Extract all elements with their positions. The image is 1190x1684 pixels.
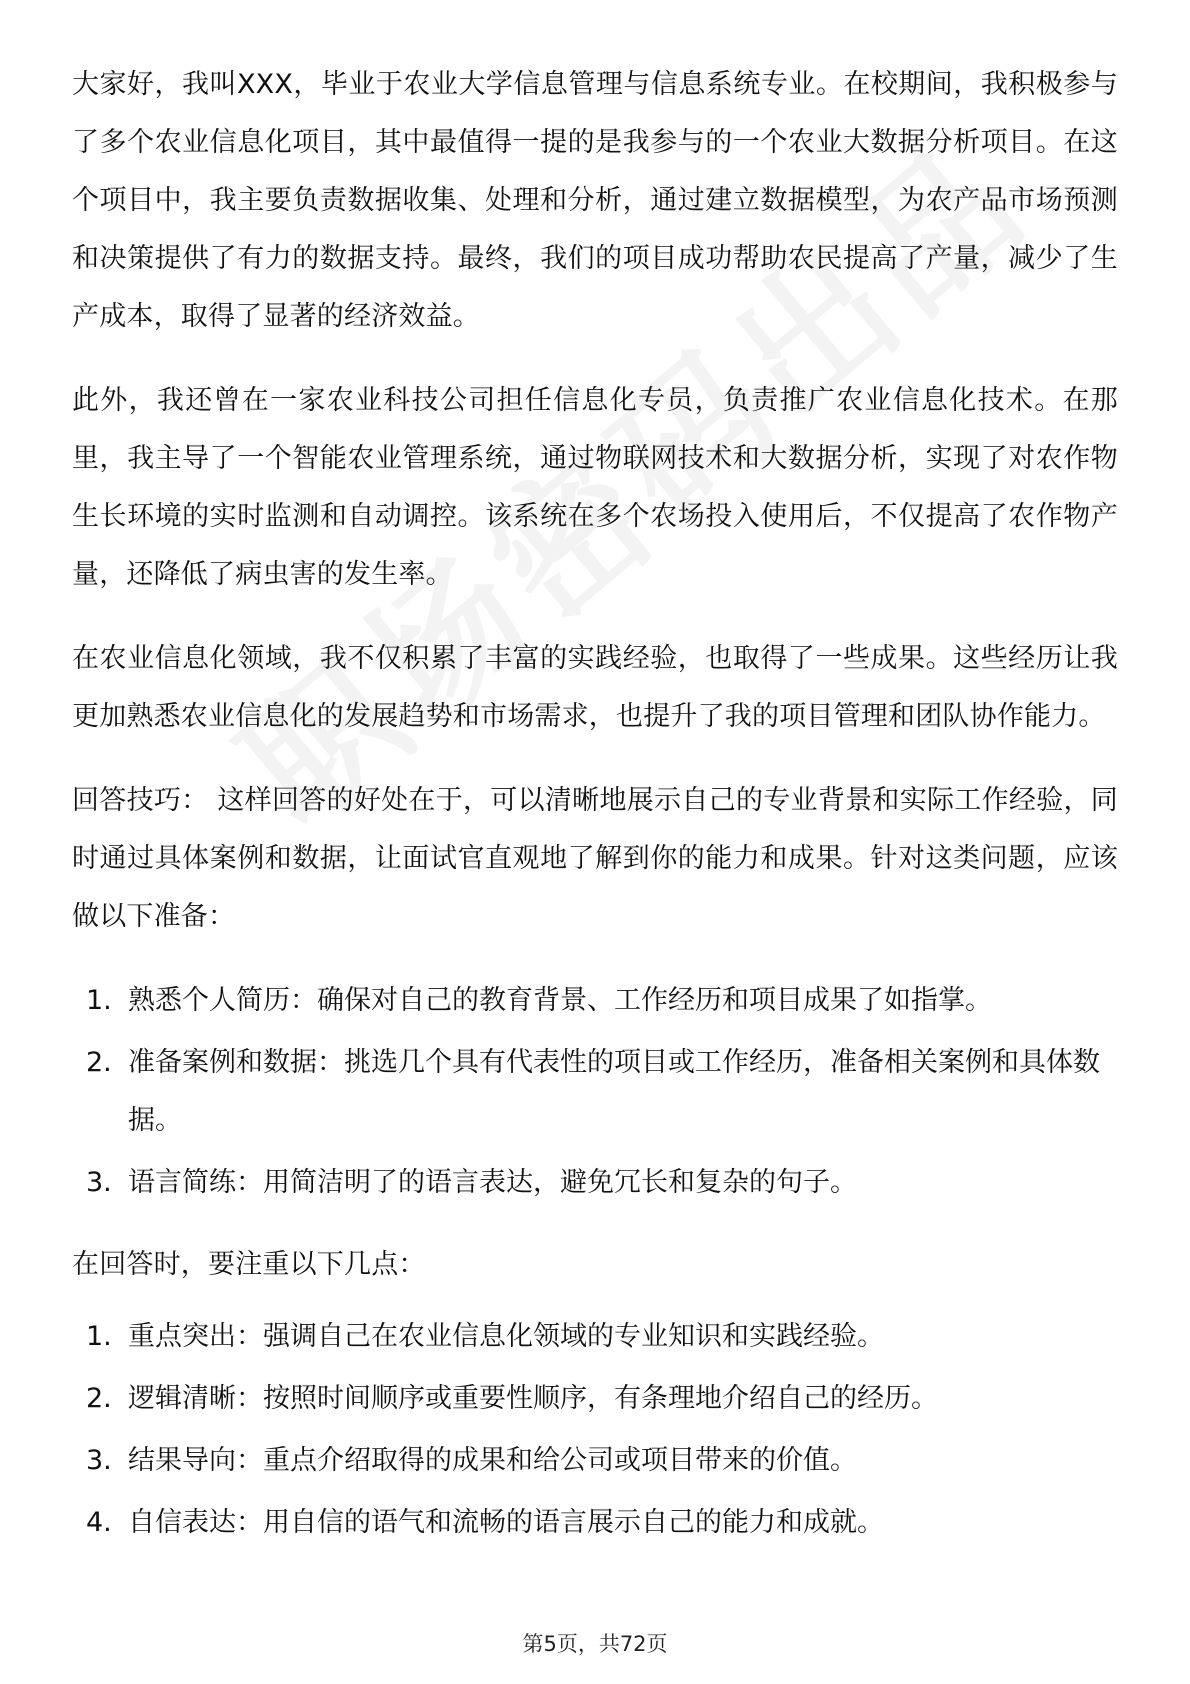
list-item <box>72 1432 1118 1490</box>
paragraph-tips: 回答技巧： 这样回答的好处在于，可以清晰地展示自己的专业背景和实际工作经验，同时通过具体案例和数据，让面试官直观地了解到你的能力和成果。针对这类问题，应该做以下准备： <box>72 785 1118 932</box>
list-item <box>72 1034 1118 1150</box>
list-item <box>72 1494 1118 1552</box>
paragraph-intro: 大家好，我叫XXX，毕业于农业大学信息管理与信息系统专业。在校期间，我积极参与了多个农业信息化项目，其中最值得一提的是我参与的一个农业大数据分析项目。在这个项目中，我主要负责数据收集、处理和分析，通过建立数据模型，为农产品市场预测和决策提供了有力的数据支持。最终，我们的项目成功帮助农民提高了产量，减少了生产成本，取得了显著的经济效益。 <box>72 69 1118 332</box>
list-text: 结果导向：重点介绍取得的成果和给公司或项目带来的价值。 <box>128 1445 857 1476</box>
points-list <box>72 1308 1118 1552</box>
list-item <box>72 1308 1118 1366</box>
paragraph-summary: 在农业信息化领域，我不仅积累了丰富的实践经验，也取得了一些成果。这些经历让我更加熟悉农业信息化的发展趋势和市场需求，也提升了我的项目管理和团队协作能力。 <box>72 643 1118 732</box>
list-text: 语言简练：用简洁明了的语言表达，避免冗长和复杂的句子。 <box>128 1167 857 1198</box>
list-text: 逻辑清晰：按照时间顺序或重要性顺序，有条理地介绍自己的经历。 <box>128 1383 938 1414</box>
list-number: 1. <box>86 1321 112 1352</box>
list-text: 自信表达：用自信的语气和流畅的语言展示自己的能力和成就。 <box>128 1507 884 1538</box>
paragraph-experience: 此外，我还曾在一家农业科技公司担任信息化专员，负责推广农业信息化技术。在那里，我主导了一个智能农业管理系统，通过物联网技术和大数据分析，实现了对农作物生长环境的实时监测和自动调控。该系统在多个农场投入使用后，不仅提高了农作物产量，还降低了病虫害的发生率。 <box>72 385 1118 590</box>
list-number: 1. <box>86 985 112 1016</box>
list-number: 4. <box>86 1507 112 1538</box>
list-number: 3. <box>86 1167 112 1198</box>
paragraph-points-intro: 在回答时，要注重以下几点： <box>72 1249 426 1280</box>
page-number-footer: 第5页，共72页 <box>522 1632 668 1656</box>
list-item <box>72 1370 1118 1428</box>
list-text: 准备案例和数据：挑选几个具有代表性的项目或工作经历，准备相关案例和具体数据。 <box>128 1047 1100 1136</box>
list-number: 2. <box>86 1047 112 1078</box>
page-content <box>72 56 1118 1576</box>
list-item <box>72 1154 1118 1212</box>
list-item <box>72 972 1118 1030</box>
list-text: 重点突出：强调自己在农业信息化领域的专业知识和实践经验。 <box>128 1321 884 1352</box>
list-text: 熟悉个人简历：确保对自己的教育背景、工作经历和项目成果了如指掌。 <box>128 985 992 1016</box>
preparation-list <box>72 972 1118 1212</box>
list-number: 3. <box>86 1445 112 1476</box>
list-number: 2. <box>86 1383 112 1414</box>
